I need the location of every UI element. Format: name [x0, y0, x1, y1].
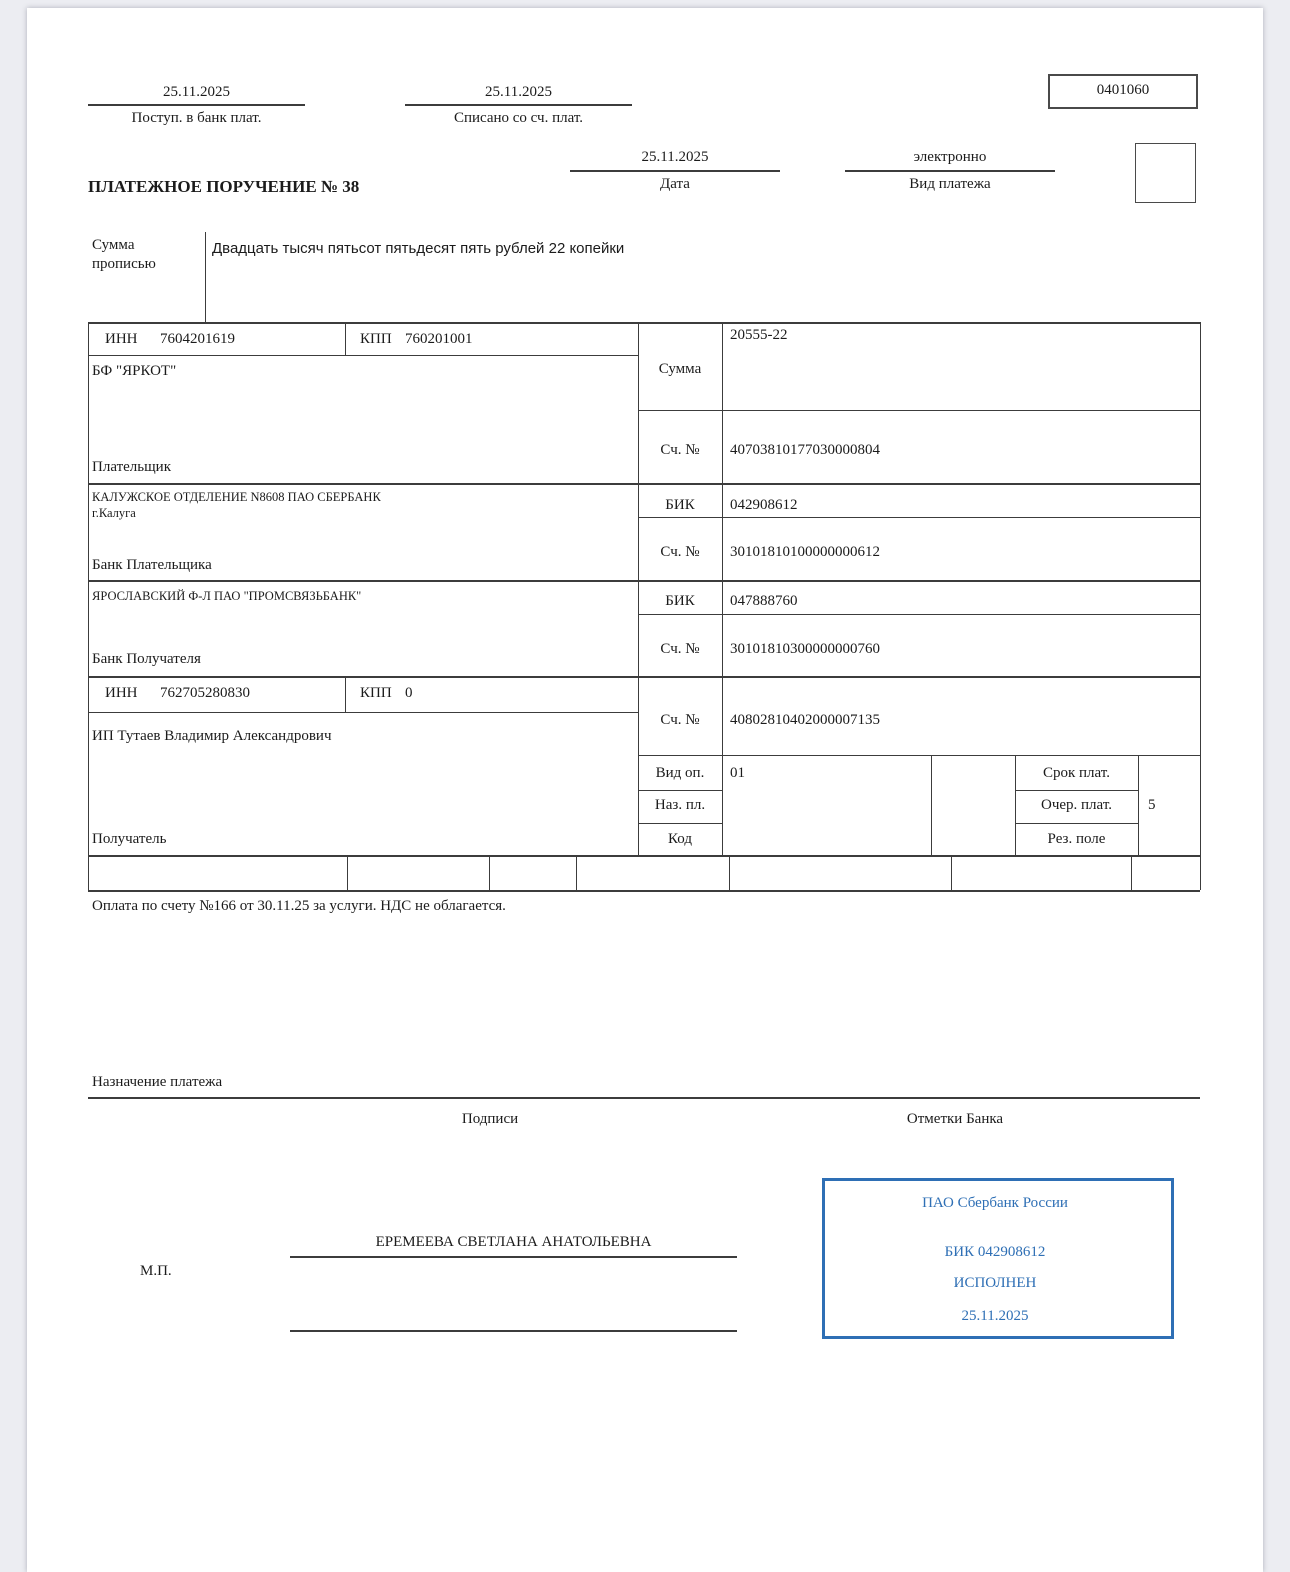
- table-line: [638, 614, 1200, 615]
- op-kind-label: Вид оп.: [655, 765, 705, 781]
- recipient-bank-corr-value: 30101810300000000760: [730, 641, 880, 657]
- table-line: [638, 410, 1200, 411]
- recipient-bank-name: ЯРОСЛАВСКИЙ Ф-Л ПАО "ПРОМСВЯЗЬБАНК": [92, 589, 362, 603]
- due-date-label: Срок плат.: [1042, 765, 1110, 781]
- table-line: [931, 755, 932, 855]
- recipient-account-label: Сч. №: [660, 712, 700, 728]
- recipient-inn-value: 762705280830: [160, 685, 250, 701]
- document-date: 25.11.2025: [641, 149, 709, 165]
- table-line: [88, 855, 1200, 857]
- divider: [405, 104, 632, 106]
- stamp-status: ИСПОЛНЕН: [953, 1275, 1037, 1291]
- table-line: [638, 790, 722, 791]
- payer-bank-name: КАЛУЖСКОЕ ОТДЕЛЕНИЕ N8608 ПАО СБЕРБАНК: [92, 490, 381, 504]
- form-code-box: [1048, 74, 1198, 109]
- payer-label: Плательщик: [92, 459, 171, 475]
- payer-name: БФ "ЯРКОТ": [92, 363, 177, 379]
- table-line: [1200, 322, 1201, 890]
- payer-kpp-value: 760201001: [405, 331, 473, 347]
- divider: [570, 170, 780, 172]
- table-line: [88, 322, 89, 890]
- payer-bank-city: г.Калуга: [92, 506, 136, 520]
- debited-date: 25.11.2025: [485, 84, 552, 100]
- priority-value: 5: [1148, 797, 1156, 813]
- status-code-box: [1135, 143, 1196, 203]
- payer-bank-label: Банк Плательщика: [92, 557, 212, 573]
- table-line: [88, 580, 1200, 582]
- sum-label: Сумма: [658, 361, 702, 377]
- recipient-kpp-value: 0: [405, 685, 413, 701]
- table-line: [88, 890, 1200, 892]
- reserve-field-label: Рез. поле: [1047, 831, 1106, 847]
- stamp-date: 25.11.2025: [961, 1308, 1029, 1324]
- table-line: [1015, 790, 1138, 791]
- form-code: 0401060: [1096, 82, 1150, 98]
- sum-value: 20555-22: [730, 327, 788, 343]
- table-line: [88, 355, 638, 356]
- page-title: ПЛАТЕЖНОЕ ПОРУЧЕНИЕ № 38: [88, 177, 360, 196]
- table-line: [88, 712, 638, 713]
- bank-stamp: [822, 1178, 1174, 1339]
- recipient-account-value: 40802810402000007135: [730, 712, 880, 728]
- payment-kind-value: электронно: [913, 149, 987, 165]
- recipient-bank-bik-label: БИК: [665, 593, 695, 609]
- stamp-bank-name: ПАО Сбербанк России: [922, 1195, 1068, 1211]
- table-line: [345, 322, 346, 355]
- op-kind-value: 01: [730, 765, 745, 781]
- stamp-bik: БИК 042908612: [944, 1244, 1046, 1260]
- table-line: [88, 1097, 1200, 1099]
- divider: [205, 232, 206, 322]
- table-line: [638, 823, 722, 824]
- divider: [88, 104, 305, 106]
- signatures-title: Подписи: [461, 1111, 519, 1127]
- table-line: [638, 517, 1200, 518]
- bank-marks-title: Отметки Банка: [906, 1111, 1004, 1127]
- debited-label: Списано со сч. плат.: [453, 110, 584, 126]
- table-line: [638, 755, 1200, 756]
- signer-name: ЕРЕМЕЕВА СВЕТЛАНА АНАТОЛЬЕВНА: [375, 1234, 652, 1250]
- payer-bank-bik-label: БИК: [665, 497, 695, 513]
- table-line: [1015, 823, 1138, 824]
- table-line: [722, 322, 723, 855]
- payer-bank-bik-value: 042908612: [730, 497, 798, 513]
- payment-purpose-label: Назначение платежа: [92, 1074, 223, 1090]
- table-line: [88, 676, 1200, 678]
- stamp-place-label: М.П.: [140, 1263, 172, 1279]
- table-line: [88, 322, 1200, 324]
- table-line: [729, 855, 730, 890]
- code-label: Код: [668, 831, 692, 847]
- recipient-bank-label: Банк Получателя: [92, 651, 201, 667]
- recipient-inn-label: ИНН: [105, 685, 138, 701]
- table-line: [951, 855, 952, 890]
- table-line: [88, 483, 1200, 485]
- recipient-label: Получатель: [92, 831, 167, 847]
- payment-purpose-text: Оплата по счету №166 от 30.11.25 за услуги. НДС не облагается.: [92, 898, 506, 914]
- signature-line: [290, 1330, 737, 1332]
- priority-label: Очер. плат.: [1041, 797, 1112, 813]
- table-line: [1131, 855, 1132, 890]
- received-in-bank-date: 25.11.2025: [163, 84, 230, 100]
- purpose-code-label: Наз. пл.: [654, 797, 706, 813]
- payment-kind-label: Вид платежа: [909, 176, 991, 192]
- amount-in-words-value: Двадцать тысяч пятьсот пятьдесят пять рублей 22 копейки: [212, 240, 625, 257]
- table-line: [1138, 755, 1139, 855]
- table-line: [576, 855, 577, 890]
- payer-account-label: Сч. №: [660, 442, 700, 458]
- recipient-bank-bik-value: 047888760: [730, 593, 798, 609]
- divider: [845, 170, 1055, 172]
- payer-inn-label: ИНН: [105, 331, 138, 347]
- amount-in-words-label: Сумма прописью: [92, 237, 156, 272]
- table-line: [489, 855, 490, 890]
- payer-bank-corr-value: 30101810100000000612: [730, 544, 880, 560]
- recipient-kpp-label: КПП: [360, 685, 392, 701]
- recipient-bank-corr-label: Сч. №: [660, 641, 700, 657]
- signature-line: [290, 1256, 737, 1258]
- payer-account-value: 40703810177030000804: [730, 442, 880, 458]
- payer-bank-corr-label: Сч. №: [660, 544, 700, 560]
- table-line: [347, 855, 348, 890]
- table-line: [345, 676, 346, 712]
- recipient-name: ИП Тутаев Владимир Александрович: [92, 728, 332, 744]
- payer-inn-value: 7604201619: [160, 331, 235, 347]
- date-label: Дата: [660, 176, 690, 192]
- received-in-bank-label: Поступ. в банк плат.: [131, 110, 262, 126]
- payer-kpp-label: КПП: [360, 331, 392, 347]
